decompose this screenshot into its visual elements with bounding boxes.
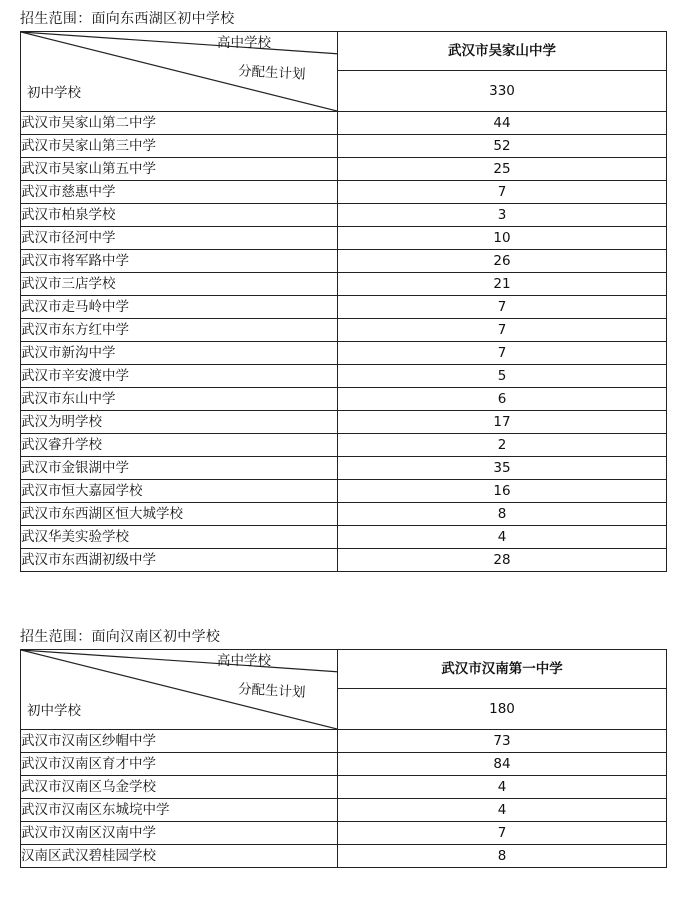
school-name: 武汉市新沟中学 [21,342,338,365]
table-row [21,158,667,181]
table-row [21,776,667,799]
high-school-name: 武汉市吴家山中学 [338,32,667,71]
table-row [21,342,667,365]
high-school-axis-label: 高中学校 [217,653,271,669]
table-row [21,730,667,753]
quota-value: 21 [338,273,667,296]
middle-school-axis-label: 初中学校 [27,703,81,719]
school-name: 武汉市走马岭中学 [21,296,338,319]
quota-value: 7 [338,319,667,342]
school-name: 武汉市慈惠中学 [21,181,338,204]
table-row [21,503,667,526]
quota-value: 52 [338,135,667,158]
table-row [21,273,667,296]
quota-value: 84 [338,753,667,776]
school-name: 武汉市柏泉学校 [21,204,338,227]
allocation-plan-axis-label: 分配生计划 [237,681,306,701]
header-row [21,650,667,689]
total-quota: 330 [338,71,667,112]
allocation-table [20,31,667,572]
quota-value: 4 [338,526,667,549]
table-row [21,296,667,319]
quota-value: 2 [338,434,667,457]
table-row [21,480,667,503]
quota-value: 44 [338,112,667,135]
school-name: 武汉市汉南区纱帽中学 [21,730,338,753]
school-name: 武汉市汉南区汉南中学 [21,822,338,845]
school-name: 武汉市东方红中学 [21,319,338,342]
school-name: 武汉市径河中学 [21,227,338,250]
quota-value: 7 [338,181,667,204]
quota-value: 25 [338,158,667,181]
high-school-name: 武汉市汉南第一中学 [338,650,667,689]
table-row [21,365,667,388]
table-row [21,434,667,457]
quota-value: 16 [338,480,667,503]
quota-value: 7 [338,342,667,365]
table-row [21,526,667,549]
quota-value: 35 [338,457,667,480]
table-row [21,135,667,158]
school-name: 武汉市汉南区东城垸中学 [21,799,338,822]
school-name: 武汉市汉南区育才中学 [21,753,338,776]
school-name: 武汉市金银湖中学 [21,457,338,480]
quota-value: 73 [338,730,667,753]
quota-value: 6 [338,388,667,411]
table-row [21,227,667,250]
school-name: 武汉为明学校 [21,411,338,434]
quota-value: 8 [338,845,667,868]
school-name: 武汉市将军路中学 [21,250,338,273]
diagonal-header-cell [21,650,338,730]
allocation-table [20,649,667,868]
table-row [21,753,667,776]
header-row [21,32,667,71]
table-row [21,799,667,822]
quota-value: 28 [338,549,667,572]
school-name: 武汉市三店学校 [21,273,338,296]
quota-value: 5 [338,365,667,388]
school-name: 武汉睿升学校 [21,434,338,457]
section-title: 招生范围：面向汉南区初中学校 [20,629,221,645]
quota-value: 7 [338,296,667,319]
quota-value: 17 [338,411,667,434]
quota-value: 4 [338,799,667,822]
school-name: 武汉市吴家山第二中学 [21,112,338,135]
school-name: 武汉市吴家山第五中学 [21,158,338,181]
school-name: 武汉市恒大嘉园学校 [21,480,338,503]
table-row [21,411,667,434]
table-row [21,549,667,572]
school-name: 汉南区武汉碧桂园学校 [21,845,338,868]
table-row [21,112,667,135]
quota-value: 4 [338,776,667,799]
middle-school-axis-label: 初中学校 [27,85,81,101]
school-name: 武汉市东西湖区恒大城学校 [21,503,338,526]
high-school-axis-label: 高中学校 [217,35,271,51]
total-quota: 180 [338,689,667,730]
table-row [21,250,667,273]
table-row [21,181,667,204]
table-row [21,822,667,845]
school-name: 武汉市辛安渡中学 [21,365,338,388]
table-row [21,845,667,868]
school-name: 武汉市吴家山第三中学 [21,135,338,158]
quota-value: 10 [338,227,667,250]
allocation-plan-axis-label: 分配生计划 [237,63,306,83]
school-name: 武汉市东西湖初级中学 [21,549,338,572]
table-row [21,457,667,480]
school-name: 武汉华美实验学校 [21,526,338,549]
quota-value: 3 [338,204,667,227]
table-row [21,204,667,227]
quota-value: 26 [338,250,667,273]
table-row [21,319,667,342]
table-row [21,388,667,411]
school-name: 武汉市汉南区乌金学校 [21,776,338,799]
section-title: 招生范围：面向东西湖区初中学校 [20,11,235,27]
quota-value: 7 [338,822,667,845]
school-name: 武汉市东山中学 [21,388,338,411]
quota-value: 8 [338,503,667,526]
diagonal-header-cell [21,32,338,112]
